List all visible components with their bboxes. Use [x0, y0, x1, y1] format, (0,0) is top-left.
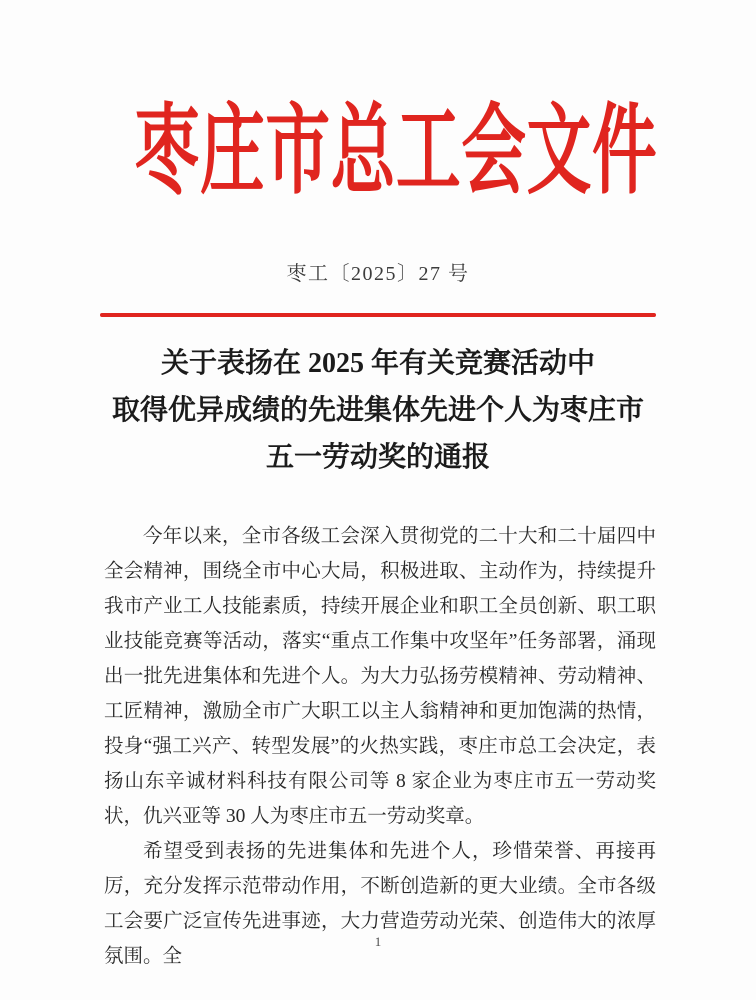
document-title-line-2: 取得优异成绩的先进集体先进个人为枣庄市 [111, 395, 644, 426]
red-separator-line [100, 313, 656, 317]
letterhead-banner [0, 96, 756, 208]
document-title-line-3: 五一劳动奖的通报 [265, 442, 490, 473]
document-title-line-1: 关于表扬在 2025 年有关竞赛活动中 [160, 348, 595, 379]
document-body [104, 519, 656, 974]
body-paragraph-2: 希望受到表扬的先进集体和先进个人，珍惜荣誉、再接再厉，充分发挥示范带动作用，不断创造新的更大业绩。全市各级工会要广泛宣传先进事迹，大力营造劳动光荣、创造伟大的浓厚氛围。全 [104, 841, 656, 967]
document-reference-number: 枣工〔2025〕27 号 [286, 263, 470, 285]
page-number: 1 [374, 934, 382, 949]
document-title [58, 340, 698, 481]
body-paragraph-1: 今年以来，全市各级工会深入贯彻党的二十大和二十届四中全会精神，围绕全市中心大局，积极进取、主动作为，持续提升我市产业工人技能素质，持续开展企业和职工全员创新、职工职业技能竞赛等活动，落实“重点工作集中攻坚年”任务部署，涌现出一批先进集体和先进个人。为大力弘扬劳模精神、劳动精神、工匠精神，激励全市广大职工以主人翁精神和更加饱满的热情，投身“强工兴产、转型发展”的火热实践，枣庄市总工会决定，表扬山东辛诚材料科技有限公司等 8 家企业为枣庄市五一劳动奖状，仇兴亚等 30 人为枣庄市五一劳动奖章。 [104, 526, 656, 827]
letterhead-title: 枣庄市总工会文件 [134, 98, 658, 206]
